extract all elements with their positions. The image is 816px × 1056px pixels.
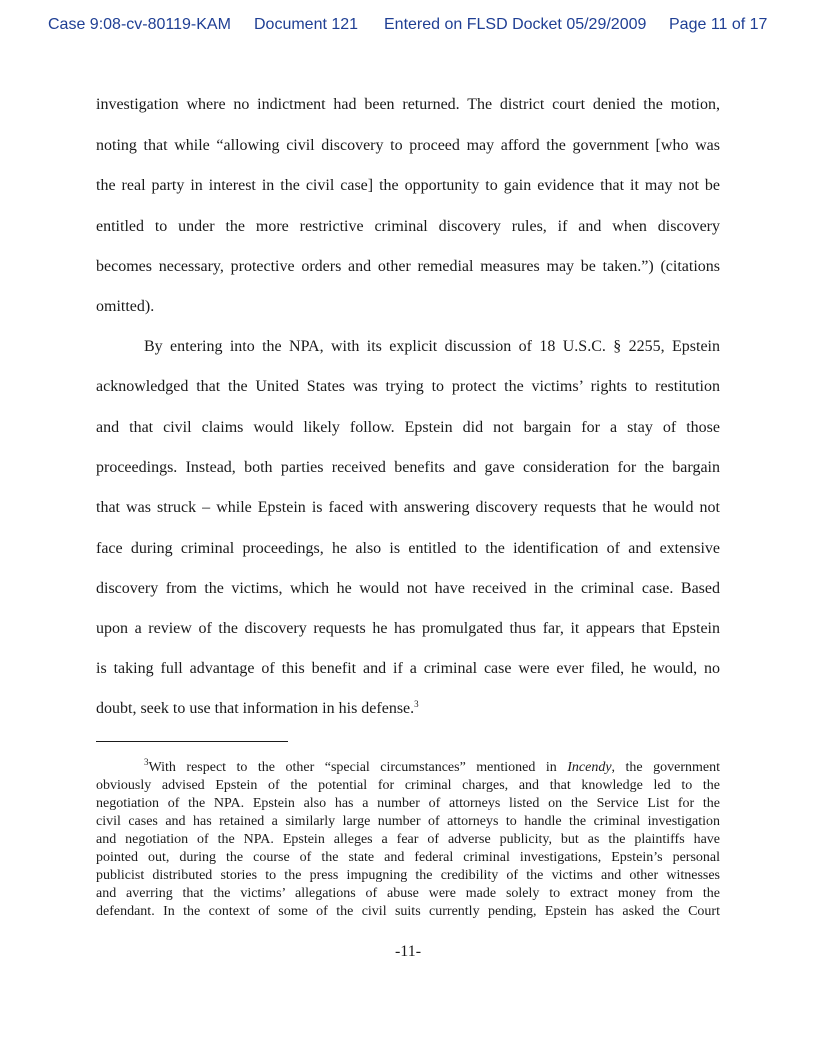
body-line: that was struck – while Epstein is faced with answering discovery requests that he would not [96, 499, 720, 516]
footnote-line: pointed out, during the course of the state and federal criminal investigations, Epstein’s personal [96, 850, 720, 865]
document-number: Document 121 [254, 16, 359, 33]
body-line: upon a review of the discovery requests he has promulgated thus far, it appears that Epstein [96, 620, 720, 637]
footnote-text: , the government [611, 760, 720, 775]
footnote-line: obviously advised Epstein of the potential for criminal charges, and that knowledge led to the [96, 778, 720, 793]
body-line-text: doubt, seek to use that information in his defense. [96, 700, 415, 717]
body-line: the real party in interest in the civil case] the opportunity to gain evidence that it may not be [96, 177, 720, 194]
body-line: noting that while “allowing civil discovery to proceed may afford the government [who was [96, 137, 720, 154]
body-line-last [96, 699, 720, 719]
page-count: Page 11 of 17 [669, 16, 768, 33]
footnote-line: and negotiation of the NPA. Epstein alleges a fear of adverse publicity, but as the plaintiffs have [96, 832, 720, 847]
footnote-line: defendant. In the context of some of the civil suits currently pending, Epstein has asked the Court [96, 904, 720, 919]
footnote-marker: 3 [144, 757, 149, 767]
body-line: investigation where no indictment had been returned. The district court denied the motion, [96, 96, 720, 113]
body-line: omitted). [96, 298, 155, 315]
body-line: discovery from the victims, which he would not have received in the criminal case. Based [96, 580, 720, 597]
case-number: Case 9:08-cv-80119-KAM [48, 16, 231, 33]
paragraph-first-line: By entering into the NPA, with its explicit discussion of 18 U.S.C. § 2255, Epstein [144, 338, 720, 355]
page-number: -11- [394, 943, 422, 960]
case-name-italic: Incendy [567, 760, 612, 775]
footnote-line: civil cases and has retained a similarly large number of attorneys to handle the criminal investigation [96, 814, 720, 829]
body-line: entitled to under the more restrictive criminal discovery rules, if and when discovery [96, 218, 720, 235]
docket-header [48, 16, 774, 38]
footnote-text: With respect to the other “special circumstances” mentioned in [148, 760, 568, 775]
docket-entry-date: Entered on FLSD Docket 05/29/2009 [384, 16, 647, 33]
footnote-first-line [96, 759, 720, 777]
footnote-separator [96, 741, 288, 742]
footnote-line: publicist distributed stories to the press impugning the credibility of the victims and other witnesses [96, 868, 720, 883]
body-line: is taking full advantage of this benefit and if a criminal case were ever filed, he would, no [96, 660, 720, 677]
body-line: proceedings. Instead, both parties received benefits and gave consideration for the bargain [96, 459, 720, 476]
body-line: acknowledged that the United States was trying to protect the victims’ rights to restitution [96, 378, 720, 395]
body-line: becomes necessary, protective orders and other remedial measures may be taken.”) (citations [96, 258, 720, 275]
footnote-line: and averring that the victims’ allegations of abuse were made solely to extract money from the [96, 886, 720, 901]
body-line: and that civil claims would likely follow. Epstein did not bargain for a stay of those [96, 419, 720, 436]
footnote-line: negotiation of the NPA. Epstein also has a number of attorneys listed on the Service List for the [96, 796, 720, 811]
body-line: face during criminal proceedings, he also is entitled to the identification of and extensive [96, 540, 720, 557]
footnote-reference: 3 [414, 699, 419, 709]
